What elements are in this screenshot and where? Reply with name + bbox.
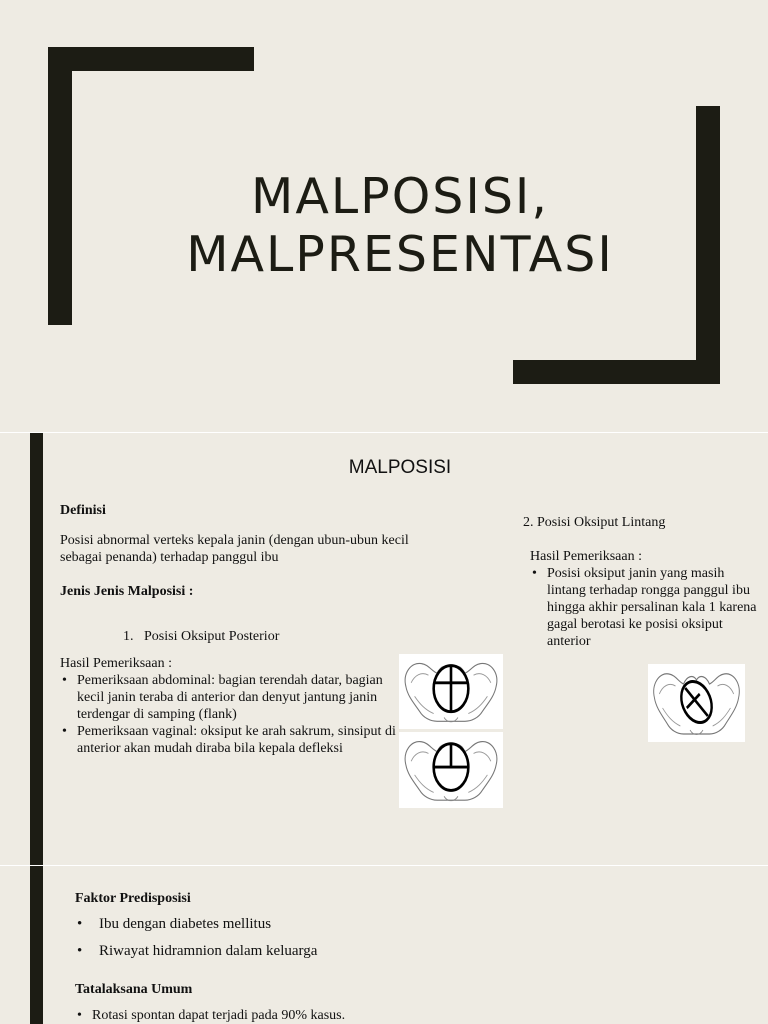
title-line-1: MALPOSISI,: [251, 168, 549, 225]
definisi-label: Definisi: [60, 503, 106, 518]
item1-title: Posisi Oksiput Posterior: [144, 629, 280, 644]
list-item: • Rotasi spontan dapat terjadi pada 90% kasus.: [75, 1007, 575, 1024]
left-accent-bar: [30, 433, 43, 865]
frame-bottom-right-horizontal: [513, 360, 720, 384]
item1-number: 1.: [123, 629, 134, 644]
item1-hasil-label: Hasil Pemeriksaan :: [60, 656, 172, 671]
faktor-slide: [0, 866, 768, 1024]
item1-heading: [123, 628, 279, 645]
pelvis-image-oksiput-lintang: [648, 664, 745, 742]
list-item: • Pemeriksaan vaginal: oksiput ke arah sakrum, sinsiput di anterior akan mudah diraba bila kepala defleksi: [60, 723, 398, 757]
left-accent-bar: [30, 866, 43, 1024]
pelvis-image-oksiput-posterior-1: [399, 654, 503, 729]
tatalaksana-list: [75, 1007, 575, 1024]
list-item: • Ibu dengan diabetes mellitus: [75, 916, 575, 933]
tatalaksana-label: Tatalaksana Umum: [75, 982, 193, 997]
frame-bottom-right-vertical: [696, 106, 720, 384]
frame-top-left-vertical: [48, 47, 72, 325]
slide-title: [120, 168, 680, 284]
list-item: • Posisi oksiput janin yang masih lintang terhadap rongga panggul ibu hingga akhir persalinan kala 1 karena gagal berotasi ke posisi oksiput anterior: [530, 565, 762, 650]
list-item: • Riwayat hidramnion dalam keluarga: [75, 943, 575, 960]
jenis-label: Jenis Jenis Malposisi :: [60, 584, 194, 599]
item1-bullet-list: [60, 672, 398, 757]
frame-top-left-horizontal: [48, 47, 254, 71]
title-slide: [0, 0, 768, 432]
item2-title: 2. Posisi Oksiput Lintang: [523, 515, 666, 530]
definisi-text: Posisi abnormal verteks kepala janin (dengan ubun-ubun kecil sebagai penanda) terhadap panggul ibu: [60, 533, 409, 565]
faktor-list: [75, 916, 575, 970]
slide-heading: MALPOSISI: [348, 457, 452, 478]
title-line-2: MALPRESENTASI: [186, 226, 614, 283]
item2-bullet-list: [530, 565, 762, 650]
item2-hasil-label: Hasil Pemeriksaan :: [530, 549, 642, 564]
malposisi-slide: [0, 433, 768, 865]
pelvis-image-oksiput-posterior-2: [399, 732, 503, 808]
faktor-label: Faktor Predisposisi: [75, 891, 191, 906]
list-item: • Pemeriksaan abdominal: bagian terendah datar, bagian kecil janin teraba di anterior dan denyut jantung janin terdengar di samping (flank): [60, 672, 398, 723]
